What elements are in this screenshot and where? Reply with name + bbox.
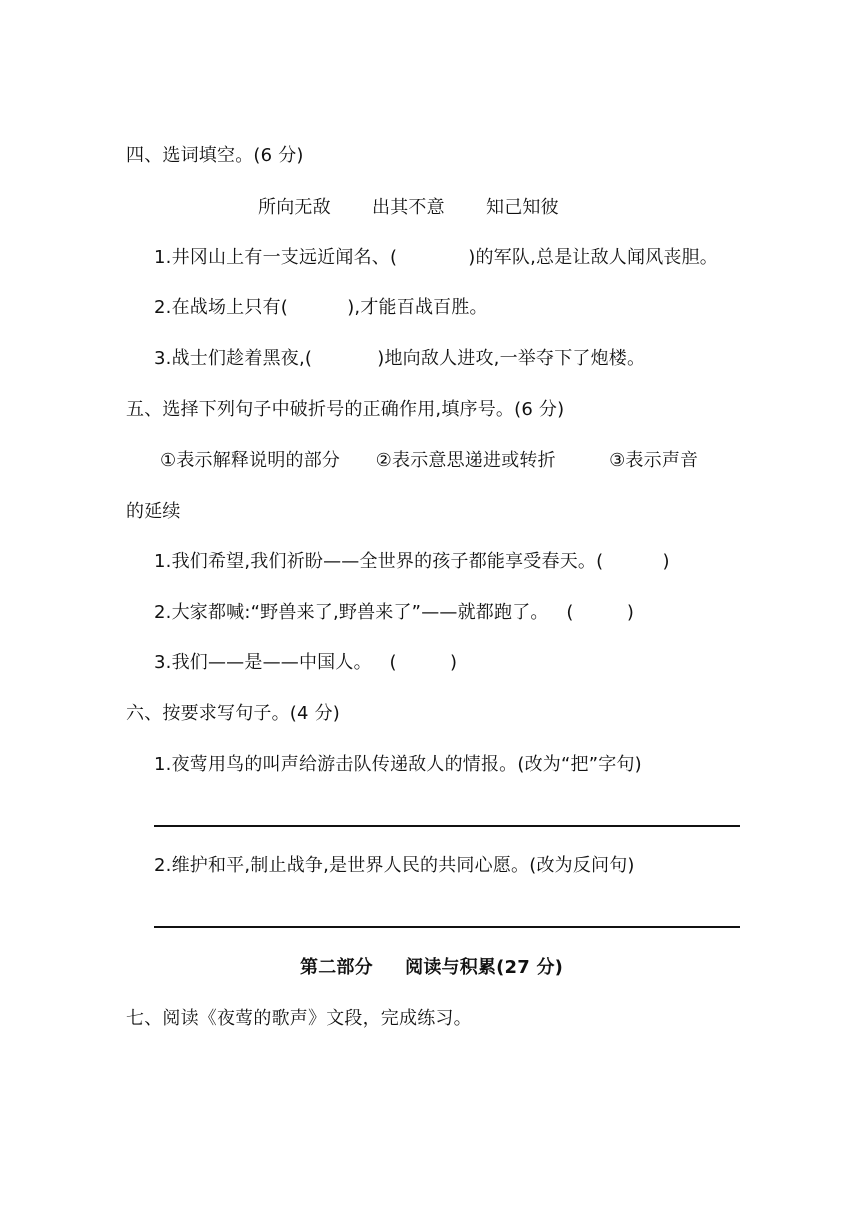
- section-5-item-1: 1.我们希望,我们祈盼——全世界的孩子都能享受春天。( ): [154, 551, 670, 572]
- section-4-item-2: 2.在战场上只有( ),才能百战百胜。: [154, 297, 488, 318]
- section-5-heading: 五、选择下列句子中破折号的正确作用,填序号。(6 分): [126, 399, 565, 420]
- answer-line-1[interactable]: [154, 825, 740, 827]
- section-4-item-3: 3.战士们趁着黑夜,( )地向敌人进攻,一举夺下了炮楼。: [154, 348, 646, 369]
- part-2-title: 第二部分 阅读与积累(27 分): [300, 957, 564, 978]
- section-6-item-1: 1.夜莺用鸟的叫声给游击队传递敌人的情报。(改为“把”字句): [154, 754, 642, 775]
- section-5-options-continued: 的延续: [126, 501, 181, 522]
- section-5-item-3: 3.我们——是——中国人。 ( ): [154, 652, 458, 673]
- answer-line-2[interactable]: [154, 926, 740, 928]
- section-6-item-2: 2.维护和平,制止战争,是世界人民的共同心愿。(改为反问句): [154, 855, 635, 876]
- section-4-item-1: 1.井冈山上有一支远近闻名、( )的军队,总是让敌人闻风丧胆。: [154, 247, 718, 268]
- section-5-options: ①表示解释说明的部分 ②表示意思递进或转折 ③表示声音: [160, 450, 699, 471]
- section-5-item-2: 2.大家都喊:“野兽来了,野兽来了”——就都跑了。 ( ): [154, 602, 635, 623]
- word-bank-item-2: 出其不意: [372, 197, 445, 218]
- section-6-heading: 六、按要求写句子。(4 分): [126, 703, 341, 724]
- word-bank-item-3: 知己知彼: [486, 197, 559, 218]
- section-7-heading: 七、阅读《夜莺的歌声》文段，完成练习。: [126, 1008, 472, 1029]
- section-4-heading: 四、选词填空。(6 分): [126, 145, 304, 166]
- word-bank-item-1: 所向无敌: [258, 197, 331, 218]
